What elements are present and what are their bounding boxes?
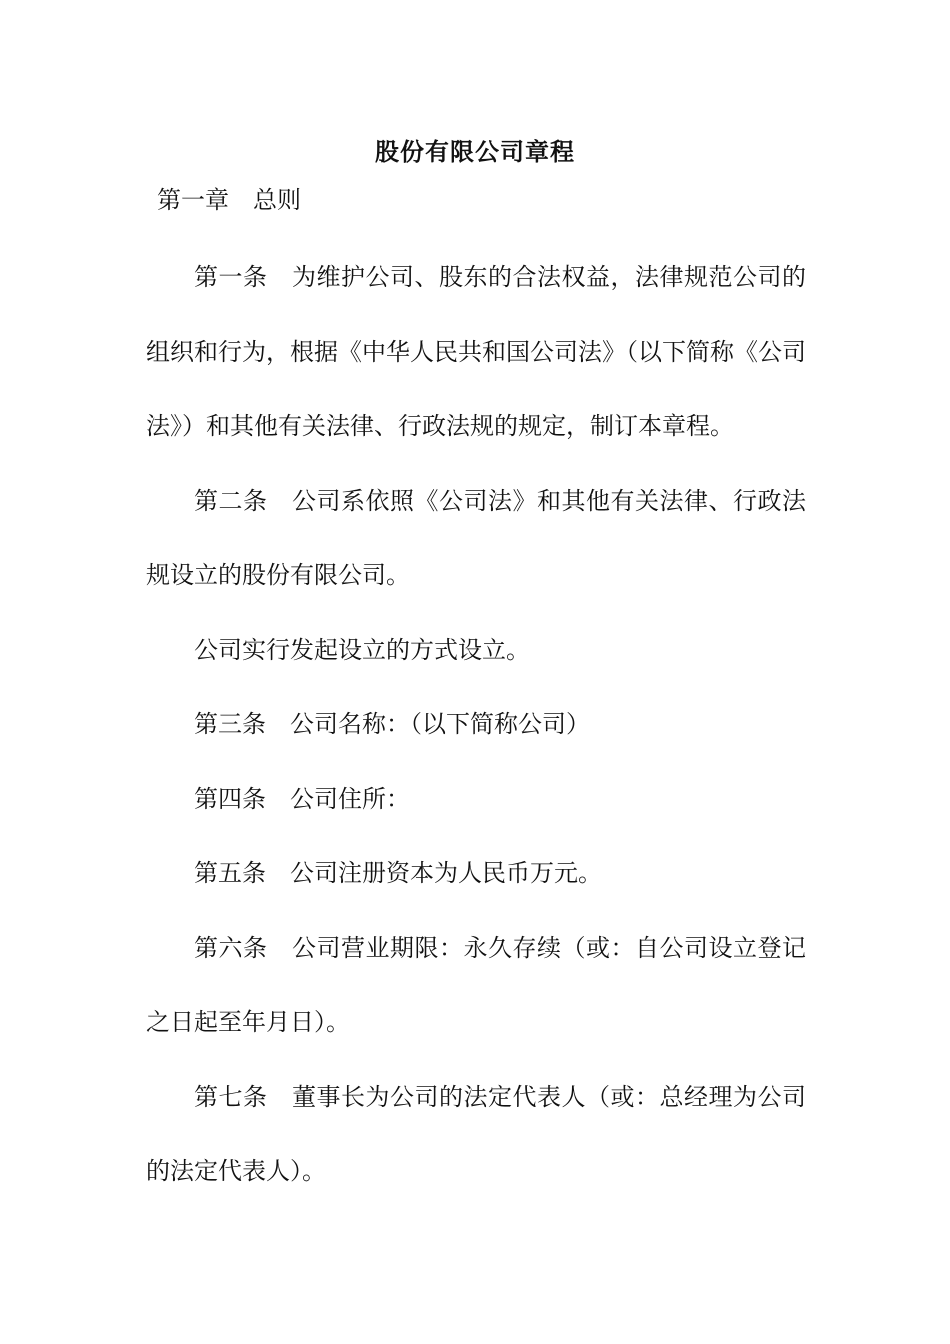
document-title: 股份有限公司章程 <box>375 137 575 166</box>
article-number: 第三条 <box>194 710 266 738</box>
article-number: 第五条 <box>194 859 266 887</box>
article-number: 第四条 <box>194 784 266 813</box>
article-text: 公司住所： <box>290 784 410 813</box>
article-text: 为维护公司、股东的合法权益，法律规范公司的组织和行为，根据《中华人民共和国公司法》（以下简称《公司法》）和其他有关法律、行政法规的规定，制订本章程。 <box>146 263 806 440</box>
article-paragraph <box>146 911 806 1060</box>
article-paragraph <box>146 613 806 688</box>
article-text: 公司系依照《公司法》和其他有关法律、行政法规设立的股份有限公司。 <box>146 486 806 589</box>
article-paragraph <box>146 836 806 911</box>
article-text: 公司实行发起设立的方式设立。 <box>194 635 530 664</box>
article-number: 第六条 <box>194 933 268 962</box>
article-text: 公司名称：（以下简称公司） <box>290 710 590 738</box>
article-text: 董事长为公司的法定代表人（或：总经理为公司的法定代表人）。 <box>146 1082 806 1185</box>
document-body <box>146 240 806 1209</box>
article-paragraph <box>146 762 806 837</box>
article-text: 公司营业期限：永久存续（或：自公司设立登记之日起至年月日）。 <box>146 933 806 1036</box>
article-number: 第七条 <box>194 1082 268 1111</box>
article-paragraph <box>146 240 806 464</box>
chapter-heading: 第一章 总则 <box>157 186 301 214</box>
article-paragraph <box>146 464 806 613</box>
article-number: 第一条 <box>194 263 268 291</box>
article-number: 第二条 <box>194 486 268 515</box>
article-paragraph <box>146 1060 806 1209</box>
article-text: 公司注册资本为人民币万元。 <box>290 859 602 887</box>
article-paragraph <box>146 687 806 762</box>
